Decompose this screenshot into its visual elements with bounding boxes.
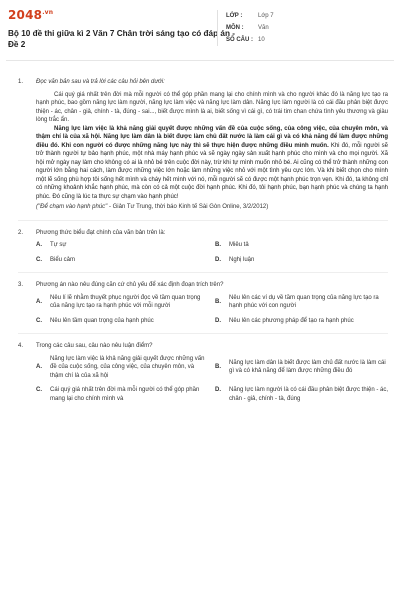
- option-text: Biểu cảm: [50, 256, 76, 263]
- option-letter: A.: [36, 298, 42, 305]
- question-1: [18, 78, 388, 212]
- question-prompt: Trong các câu sau, câu nào nêu luận điểm?: [36, 343, 153, 349]
- question-4: [18, 342, 388, 403]
- option-b[interactable]: [215, 294, 388, 311]
- passage-paragraph: Cái quý giá nhất trên đời mà mỗi người có thể góp phần mang lại cho chính mình và cho người khác đó là năng lực tạo ra hạnh phúc, bao gồm năng lực làm người, năng lực làm việc và năng lực làm dân. Năng lực làm người là có cái đầu phân biệt được thiện - ác, chân - giả, chính - tà, đúng - sai..., biết được mình là ai, biết sống vì cái gì, có trái tim chan chứa tình yêu thương và giàu lòng trắc ẩn.: [36, 91, 388, 123]
- option-text: Nêu lên tầm quan trọng của hạnh phúc: [50, 317, 154, 324]
- divider: [18, 272, 388, 273]
- meta-row-subject: [226, 22, 394, 34]
- question-body: [36, 281, 388, 325]
- option-text: Năng lực làm người là có cái đầu phân biệt được thiện - ác, chân - giả, chính - tà, đúng: [229, 387, 388, 402]
- option-text: Nêu lên các phương pháp để tạo ra hạnh phúc: [229, 317, 354, 324]
- question-number: 2.: [18, 229, 24, 236]
- question-body: [36, 229, 388, 265]
- option-letter: B.: [215, 364, 221, 370]
- page-title: Bộ 10 đề thi giữa kì 2 Văn 7 Chân trời sáng tạo có đáp án - Đề 2: [8, 29, 235, 49]
- question-prompt: Phương án nào nêu đúng căn cứ chủ yếu để xác định đoạn trích trên?: [36, 282, 224, 288]
- option-letter: A.: [36, 364, 42, 370]
- question-body: [36, 342, 388, 403]
- question-prompt: Phương thức biểu đạt chính của văn bản trên là:: [36, 229, 166, 236]
- option-text: Miêu tả: [229, 242, 249, 248]
- question-list: [18, 78, 388, 411]
- question-prompt: Đọc văn bản sau và trả lời các câu hỏi bên dưới:: [36, 79, 165, 85]
- site-logo[interactable]: [8, 8, 53, 22]
- option-a[interactable]: [36, 241, 209, 250]
- option-letter: D.: [215, 256, 221, 263]
- meta-value: 10: [258, 37, 265, 43]
- source-rest: - Giản Tư Trung, thời báo Kinh tế Sài Gòn Online, 3/2/2012): [107, 204, 269, 210]
- option-b[interactable]: [215, 355, 388, 381]
- option-d[interactable]: [215, 386, 388, 403]
- question-2: [18, 229, 388, 265]
- option-letter: A.: [36, 242, 42, 248]
- option-letter: C.: [36, 387, 42, 393]
- meta-value: Lớp 7: [258, 13, 274, 19]
- option-text: Nghị luận: [229, 256, 255, 263]
- logo-suffix: .vn: [42, 9, 54, 16]
- meta-label: LỚP :: [226, 13, 243, 19]
- source-title: ("Để chạm vào hạnh phúc": [36, 204, 108, 210]
- meta-panel: [217, 10, 394, 46]
- option-d[interactable]: [215, 317, 388, 326]
- option-c[interactable]: [36, 256, 209, 265]
- option-d[interactable]: [215, 256, 388, 265]
- option-letter: D.: [215, 387, 221, 393]
- option-text: Tự sự: [50, 242, 67, 248]
- option-letter: D.: [215, 317, 221, 324]
- option-a[interactable]: [36, 355, 209, 381]
- meta-label: MÔN :: [226, 25, 244, 31]
- passage-source: [36, 203, 388, 212]
- option-b[interactable]: [215, 241, 388, 250]
- option-c[interactable]: [36, 386, 209, 403]
- option-a[interactable]: [36, 294, 209, 311]
- question-number: 4.: [18, 343, 24, 349]
- options: [36, 294, 388, 326]
- option-text: Năng lực làm dân là biết được làm chủ đất nước là làm cái gì và có khả năng để làm được những điều đó: [229, 359, 386, 375]
- question-number: 1.: [18, 79, 24, 85]
- divider: [18, 333, 388, 334]
- options: [36, 355, 388, 404]
- meta-row-grade: [226, 10, 394, 22]
- meta-row-count: [226, 34, 394, 46]
- logo-text: 2048: [8, 8, 43, 22]
- passage-bold-text: Năng lực làm việc là khả năng giải quyết được những vấn đề của cuộc sống, của công việc, của chuyên môn, và thậm chí là của xã hội. Năng lực làm dân là biết được làm chủ đất nước là làm cái gì và có khả năng để làm được những điều đó. Khi con người có được những năng lực này thì sẽ thực hiện được những điều mình muốn.: [36, 125, 388, 149]
- option-text: Năng lực làm việc là khả năng giải quyết được những vấn đề của cuộc sống, của công việc, của chuyên môn, và thậm chí là của xã hội: [50, 355, 205, 379]
- question-body: [36, 78, 388, 212]
- meta-label: SỐ CÂU :: [226, 37, 253, 43]
- option-c[interactable]: [36, 317, 209, 326]
- header: [6, 6, 394, 61]
- meta-value: Văn: [258, 25, 269, 31]
- option-text: Nêu lên các ví dụ về tầm quan trọng của năng lực tạo ra hạnh phúc với con người: [229, 294, 379, 309]
- option-letter: C.: [36, 317, 42, 324]
- option-text: Nêu lí lẽ nhằm thuyết phục người đọc về tầm quan trọng của năng lực tạo ra hạnh phúc với mỗi người: [50, 294, 201, 309]
- divider: [18, 220, 388, 221]
- passage-paragraph-bold: [36, 125, 388, 202]
- question-number: 3.: [18, 282, 24, 288]
- option-letter: B.: [215, 242, 221, 248]
- option-letter: B.: [215, 298, 221, 305]
- passage-text: Khi đó, mỗi người sẽ trở thành người tự bảo hạnh phúc, một nhà máy hạnh phúc và sẽ ngày ngày sản xuất hạnh phúc cho mình và cho mọi người. Xã hội mở ngày nay làm cho không có ai là nhỏ bé trên cuộc đời này, trừ khi tự mình muốn nhỏ bé. Ai cũng có thể trở thành những con người lớn bằng hai cách, làm được những việc lớn hoặc làm những việc nhỏ với một tình yêu cực lớn. Và khi biết chọn cho mình một lẽ sống phù hợp tôi sống hết mình và cháy hết mình với nó, mỗi người sẽ có được một hạnh phúc trọn vẹn. Khi đó, ta không chỉ có những khoảnh khắc hạnh phúc, mà còn có cả một cuộc đời hạnh phúc. Khi đó, tôi hạnh phúc, bạn hạnh phúc và chúng ta hạnh phúc. Đó cũng là lúc ta thực sự chạm vào hạnh phúc!: [36, 142, 389, 200]
- option-text: Cái quý giá nhất trên đời mà mỗi người có thể góp phần mang lại cho chính mình và: [50, 387, 200, 402]
- question-3: [18, 281, 388, 325]
- option-letter: C.: [36, 256, 42, 263]
- options: [36, 241, 388, 264]
